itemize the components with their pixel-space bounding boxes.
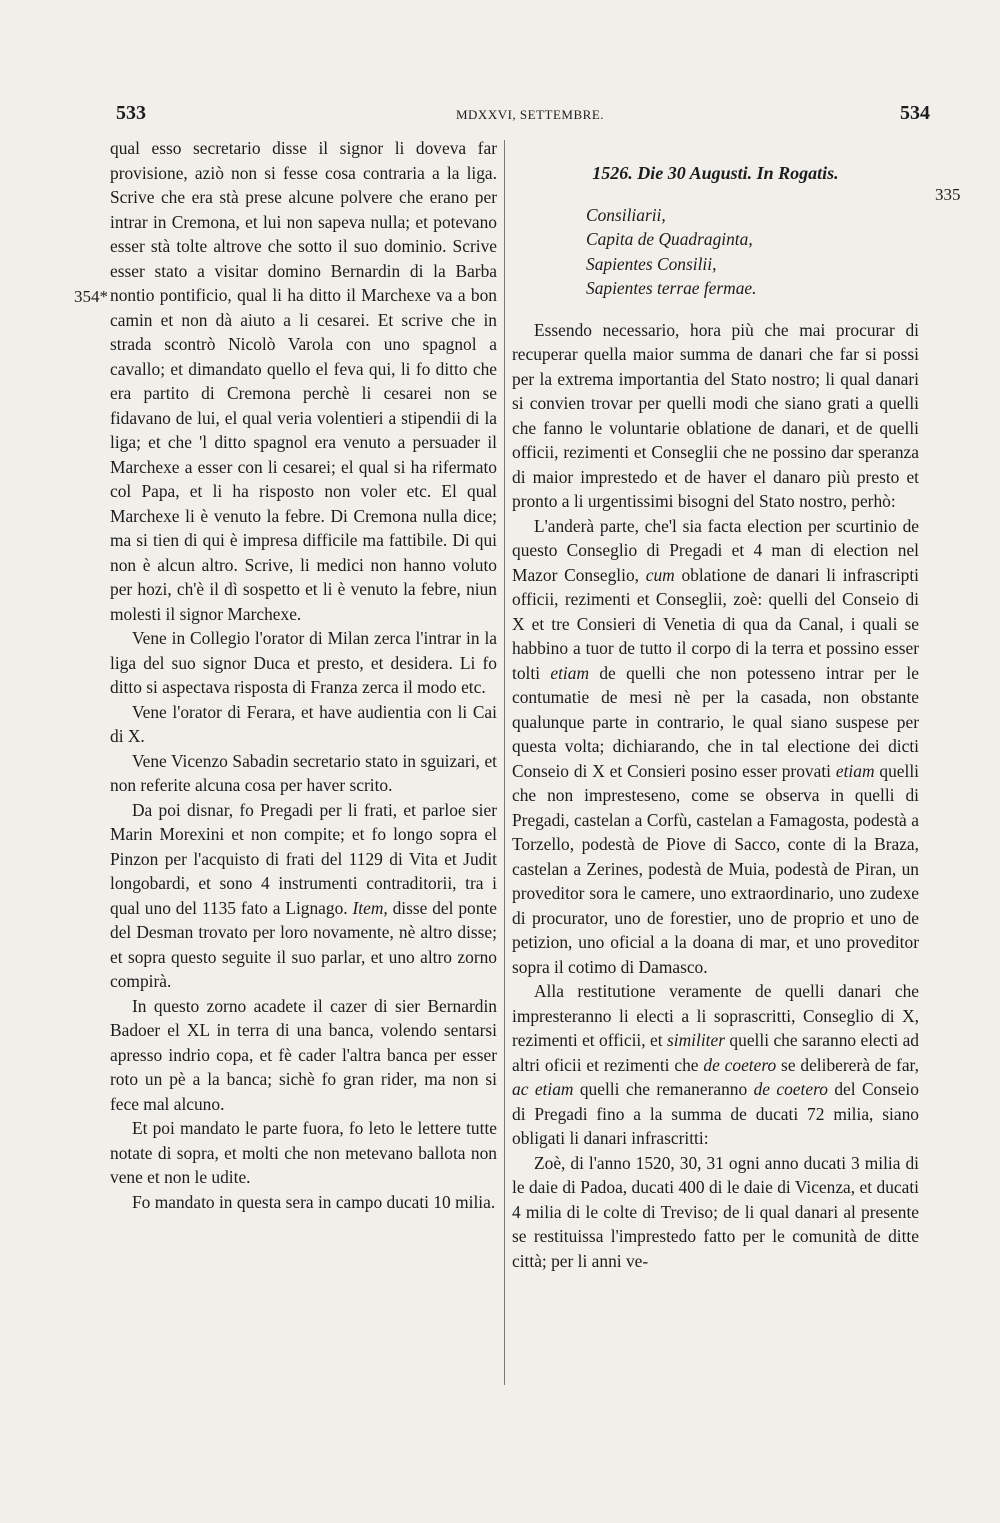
italic-term: Item, (352, 897, 388, 918)
paragraph: Vene Vicenzo Sabadin secretario stato in sguizari, et non referite alcuna cosa per haver scrito. (110, 750, 497, 795)
official-line: Consiliarii, (586, 204, 666, 225)
page-number-left: 533 (116, 102, 146, 124)
paragraph: Essendo necessario, hora più che mai procurar di recuperar quella maior summa de danari che far si possi per la extrema importantia del Stato nostro; li qual danari si convien trovar per quelli modi che siano grati a quelli che fanno le voluntarie oblatione de danari, et de quelli officii, rezimenti et Conseglii che ne possino dar speranza di maior imprestedo et de haver el danaro più presto et pronto a li urgentissimi bisogni del Stato nostro, perhò: (512, 319, 919, 511)
running-header (0, 100, 1000, 130)
italic-term: de coetero (753, 1079, 828, 1099)
paragraph: Zoè, di l'anno 1520, 30, 31 ogni anno ducati 3 milia di le daie di Padoa, ducati 400 di le daie di Vicenza, et ducati 4 milia di le colte di Treviso; de li qual danari al presente se restituissa l'imprestedo fatto per le comunità de ditte città; per li anni ve- (512, 1152, 919, 1271)
official-line: Capita de Quadraginta, (586, 229, 753, 249)
section-heading: 1526. Die 30 Augusti. In Rogatis. (592, 163, 839, 183)
paragraph: In questo zorno acadete il cazer di sier Bernardin Badoer el XL in terra di una banca, volendo sentarsi apresso indrio copa, et fè cader l'altra banca per esser roto un pè a la banca; sichè fo gran rider, ma non si fece mal alcuno. (110, 995, 497, 1114)
margin-number-right: 335 (935, 185, 961, 204)
paragraph: Vene in Collegio l'orator di Milan zerca l'intrar in la liga del suo signor Duca et presto, et desidera. Li fo ditto si aspectava risposta di Franza zerca il modo etc. (110, 628, 497, 697)
paragraph: Et poi mandato le parte fuora, fo leto le lettere tutte notate di sopra, et molti che non metevano ballota non vene et non le udite. (110, 1118, 497, 1187)
right-column (512, 136, 919, 1273)
officials-list (512, 203, 919, 301)
paragraph: qual esso secretario disse il signor li doveva far provisione, aziò non si fesse cosa contraria a la liga. Scrive che era stà prese alcune polvere che erano per intrar in Cremona, et lui non sapeva nulla; et potevano esser stà tolte altrove che sotto il suo dominio. Scrive esser stato a visitar domino Bernardin di la Barba nontio pontificio, qual li ha ditto il Marchexe va a bon camin et non dà aiuto a li cesarei. Et scrive che in strada scontrò Nicolò Varola con uno spagnol a cavallo; et dimandato quello el feva qui, li fo ditto che era partito di Cremona perchè li cesarei non se fidavano de lui, el qual veria volentieri a stipendii di la liga; et che 'l ditto spagnol era venuto a persuader il Marchexe a esser con li cesarei; el qual si ha rifermato col Papa, et li ha risposto non voler etc. El qual Marchexe li è venuto la febre. Di Cremona nulla dice; ma si tien di qui è impresa difficile ma fattibile. Di qui non è alcun altro. Scrive, li medici non hanno voluto per hozi, ch'è il dì sospetto et li è venuto la febre, niun molesti il signor Marchexe. (110, 138, 497, 624)
italic-term: de coetero (703, 1054, 777, 1075)
paragraph: Da poi disnar, fo Pregadi per li frati, et parloe sier Marin Morexini et non compite; et fo longo sopra el Pinzon per l'acquisto di frati del 1129 di Vita et Judit longobardi, et sono 4 instrumenti contraditorii, tra i qual uno del 1135 fato a Lignago. Item, disse del ponte del Desman trovato per loro novamente, nè altro disse; et sopra questo seguite il suo parlar, et uno altro zorno compirà. (110, 799, 497, 991)
paragraph: L'anderà parte, che'l sia facta election per scurtinio de questo Conseglio di Pregadi et 4 man di election nel Mazor Conseglio, cum oblatione de danari li infrascripti officii, rezimenti et Conseglii, zoè: quelli del Conseio di X et tre Consieri di Venetia di qua da Canal, i quali se habbino a tuor de tutto il corpo di la terra et possino esser tolti etiam de quelli che non potesseno intrar per le contumatie de mesi nè per la casada, non obstante qualunque parte in contrario, le qual siano suspese per questa volta; dichiarando, che in tal electione dei dicti Conseio di X et Consieri posino esser provati etiam quelli che non impresteseno, come se observa in quelli di Pregadi, castelan a Corfù, castelan a Famagosta, podestà a Torzello, podestà de Piove di Sacco, conte di la Braza, castelan a Zerines, podestà de Muia, podestà de Piran, un proveditor sora le camere, uno extraordinario, uno zudexe di procurator, uno de forestier, uno de proprio et uno de petizion, uno oficial a la doana di mar, et uno proveditor sopra il cotimo di Damasco. (512, 515, 919, 977)
italic-term: etiam (835, 760, 875, 781)
italic-term: etiam (550, 662, 590, 683)
official-line: Sapientes terrae fermae. (586, 278, 757, 298)
column-divider (504, 140, 505, 1385)
paragraph: Fo mandato in questa sera in campo ducati 10 milia. (132, 1191, 496, 1212)
paragraph: Vene l'orator di Ferara, et have audientia con li Cai di X. (110, 701, 497, 746)
page-number-right: 534 (900, 102, 930, 124)
margin-number-left: 354* (74, 287, 108, 306)
official-line: Sapientes Consilii, (586, 253, 717, 274)
left-column (110, 136, 497, 1214)
italic-term: cum (645, 564, 675, 585)
italic-term: ac etiam (512, 1079, 574, 1099)
running-title: MDXXVI, SETTEMBRE. (455, 107, 605, 122)
italic-term: similiter (667, 1030, 725, 1050)
paragraph: Alla restitutione veramente de quelli danari che impresteranno li electi a li soprascritti, Conseglio di X, rezimenti et officii, et similiter quelli che saranno electi ad altri oficii et rezimenti che de coetero se delibererà de far, ac etiam quelli che remaneranno de coetero del Conseio di Pregadi fino a la summa de ducati 72 milia, siano obligati li danari infrascritti: (512, 981, 919, 1148)
